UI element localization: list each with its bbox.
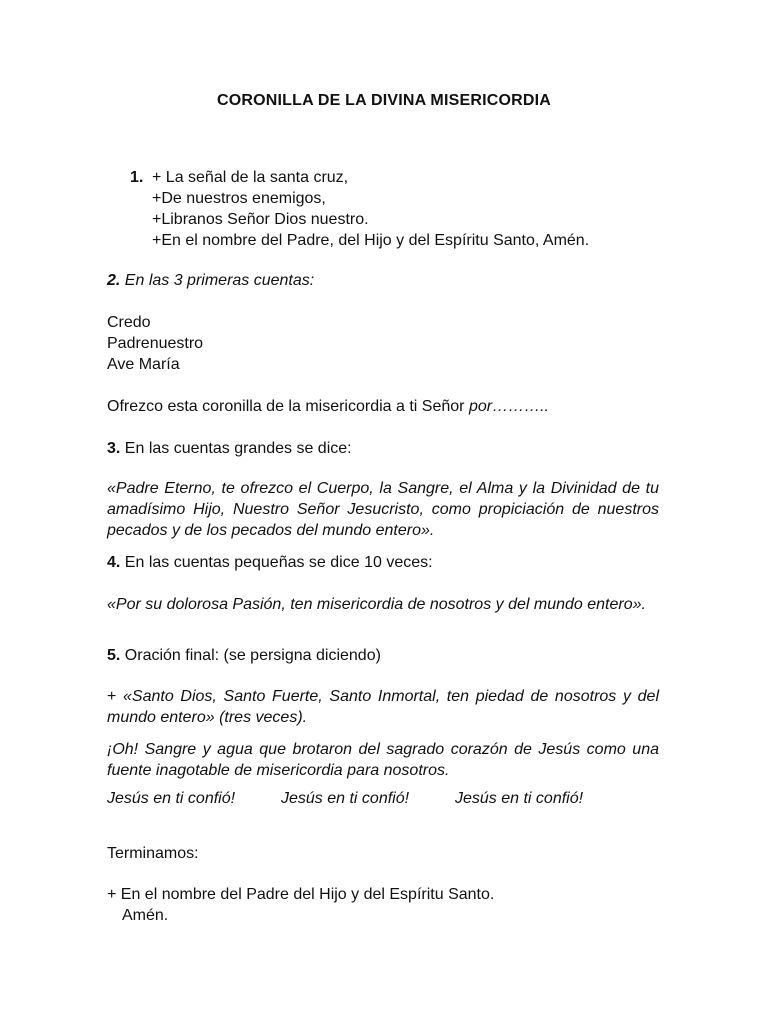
closing-amen: Amén. — [122, 907, 169, 924]
step-1 — [130, 167, 589, 251]
step-4-heading — [107, 552, 659, 573]
step-3-prayer: «Padre Eterno, te ofrezco el Cuerpo, la Sangre, el Alma y la Divinidad de tu amadísimo Hijo, Nuestro Señor Jesucristo, como propiciación de nuestros pecados y de los pecados del mundo entero». — [107, 480, 659, 539]
confio-phrase: Jesús en ti confió! — [455, 790, 584, 807]
step-4-number: 4. — [107, 554, 121, 571]
step-3-heading-text: En las cuentas grandes se dice: — [124, 440, 352, 457]
step-5-prayer-prefix: + — [107, 688, 124, 705]
step-1-number: 1. — [130, 169, 144, 186]
step-1-lines — [152, 167, 589, 251]
closing-block — [107, 884, 659, 926]
step-2-number: 2. — [107, 272, 121, 289]
step-2-heading-text: En las 3 primeras cuentas: — [124, 272, 315, 289]
step-4-heading-text: En las cuentas pequeñas se dice 10 veces: — [124, 554, 433, 571]
offer-line — [107, 396, 659, 417]
confio-phrase: Jesús en ti confió! — [281, 790, 410, 807]
step-2-heading — [107, 270, 659, 291]
oh-sangre-prayer: ¡Oh! Sangre y agua que brotaron del sagrado corazón de Jesús como una fuente inagotable de misericordia para nosotros. — [107, 741, 659, 779]
offer-italic: por……….. — [468, 398, 549, 415]
step-5-heading-text: Oración final: (se persigna diciendo) — [124, 647, 381, 664]
step-1-line: + La señal de la santa cruz, — [152, 169, 349, 186]
step-3-number: 3. — [107, 440, 121, 457]
confio-phrase: Jesús en ti confió! — [107, 790, 236, 807]
step-1-line: +De nuestros enemigos, — [152, 190, 326, 207]
closing-line: + En el nombre del Padre del Hijo y del Espíritu Santo. — [107, 886, 495, 903]
prayer-credo: Credo — [107, 314, 151, 331]
step-5-prayer-text: «Santo Dios, Santo Fuerte, Santo Inmortal, ten piedad de nosotros y del mundo entero» (tres veces). — [107, 688, 660, 726]
closing-heading: Terminamos: — [107, 845, 199, 862]
prayer-ave-maria: Ave María — [107, 356, 180, 373]
step-3-heading — [107, 438, 659, 459]
offer-text: Ofrezco esta coronilla de la misericordia a ti Señor — [107, 398, 469, 415]
step-4-prayer: «Por su dolorosa Pasión, ten misericordia de nosotros y del mundo entero». — [107, 596, 646, 613]
step-2-prayers — [107, 312, 659, 375]
step-1-line: +En el nombre del Padre, del Hijo y del Espíritu Santo, Amén. — [152, 232, 590, 249]
step-5-number: 5. — [107, 647, 121, 664]
confio-row — [107, 790, 583, 808]
step-5-prayer — [107, 686, 659, 728]
page-title: CORONILLA DE LA DIVINA MISERICORDIA — [216, 92, 552, 109]
step-1-line: +Libranos Señor Dios nuestro. — [152, 211, 369, 228]
prayer-padrenuestro: Padrenuestro — [107, 335, 204, 352]
step-5-heading — [107, 645, 659, 666]
